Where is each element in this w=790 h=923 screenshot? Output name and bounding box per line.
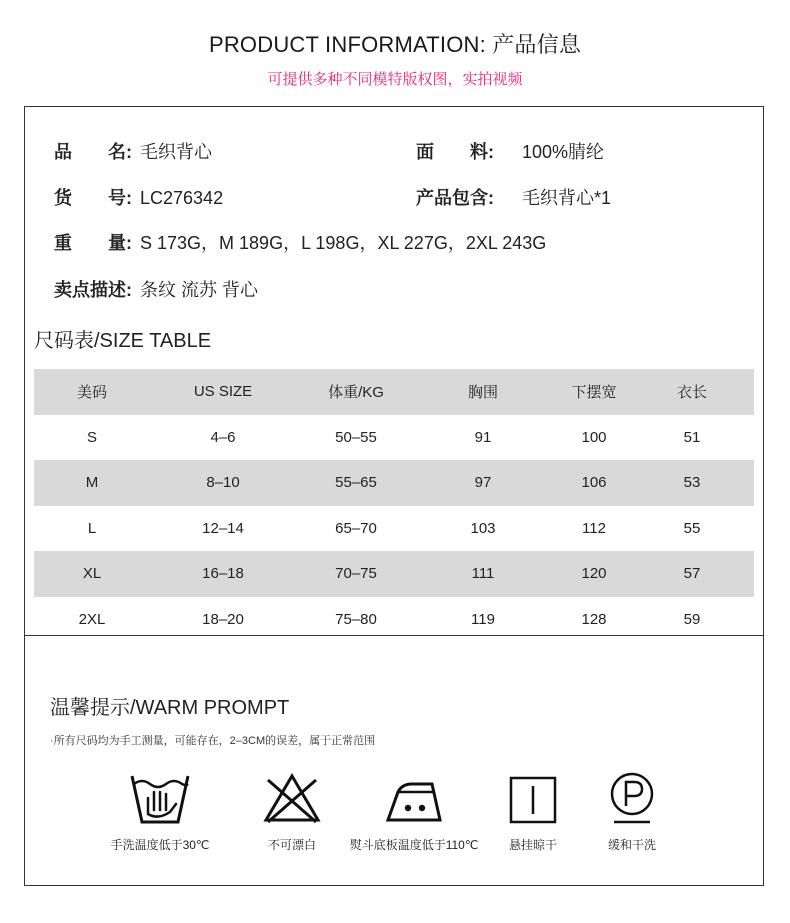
info-name-label: 品 名: (54, 142, 132, 162)
table-cell: 100 (581, 428, 607, 446)
page-subtitle: 可提供多种不同模特版权图，实拍视频 (267, 71, 523, 88)
info-sku-row (54, 184, 223, 210)
table-cell: 57 (683, 565, 701, 583)
table-cell: 51 (683, 428, 701, 446)
table-cell: 59 (683, 610, 701, 628)
table-cell: 4–6 (210, 428, 236, 446)
table-row (34, 597, 754, 643)
info-name-value: 毛织背心 (140, 142, 212, 162)
page-title: PRODUCT INFORMATION: 产品信息 (208, 32, 582, 57)
table-cell: 55 (683, 519, 701, 537)
table-row (34, 506, 754, 552)
table-cell: 119 (471, 610, 495, 628)
table-cell: 50–55 (335, 428, 377, 446)
care-item-hand-wash (90, 770, 230, 853)
table-cell: 55–65 (335, 474, 377, 492)
info-contents-row (416, 184, 611, 210)
table-row (34, 415, 754, 461)
table-cell: 70–75 (335, 565, 377, 583)
table-cell: 103 (470, 519, 496, 537)
info-sku-label: 货 号: (54, 188, 132, 208)
table-cell: 75–80 (335, 610, 377, 628)
table-cell: 12–14 (202, 519, 244, 537)
table-cell: M (85, 474, 99, 492)
table-header-cell: 衣长 (676, 384, 708, 402)
care-label: 手洗温度低于30℃ (110, 838, 210, 852)
warm-prompt-title: 温馨提示/WARM PROMPT (50, 697, 290, 719)
table-cell: 65–70 (335, 519, 377, 537)
info-selling-value: 条纹 流苏 背心 (140, 280, 259, 300)
table-cell: 53 (683, 474, 701, 492)
table-row (34, 551, 754, 597)
info-contents-label: 产品包含: (416, 188, 494, 208)
table-row (34, 460, 754, 506)
warm-prompt-note: ·所有尺码均为手工测量，可能存在，2–3CM的误差，属于正常范围 (50, 735, 376, 747)
table-cell: 120 (581, 565, 607, 583)
info-selling-row (54, 276, 258, 302)
care-label: 缓和干洗 (607, 838, 656, 852)
table-cell: 18–20 (202, 610, 244, 628)
table-header-cell: 美码 (76, 384, 108, 402)
table-cell: 16–18 (202, 565, 244, 583)
table-cell: 97 (474, 474, 492, 492)
table-cell: 106 (581, 474, 607, 492)
table-cell: 111 (471, 565, 495, 583)
table-header-cell: 胸围 (467, 384, 499, 402)
info-contents-value: 毛织背心*1 (522, 188, 612, 208)
info-fabric-value: 100%腈纶 (522, 142, 605, 162)
info-weight-value: S 173G，M 189G，L 198G，XL 227G，2XL 243G (140, 233, 547, 253)
info-weight-label: 重 量: (54, 233, 132, 253)
dry-clean-p-icon (600, 770, 664, 828)
info-selling-label: 卖点描述: (54, 280, 132, 300)
hand-wash-icon (128, 770, 192, 828)
iron-medium-icon (382, 770, 446, 828)
table-cell: 91 (474, 428, 492, 446)
table-header-cell: US SIZE (193, 383, 253, 401)
care-item-dry-clean (562, 770, 702, 853)
care-label: 悬挂晾干 (508, 838, 557, 852)
table-cell: 2XL (78, 610, 106, 628)
info-name-row (54, 138, 212, 164)
care-label: 熨斗底板温度低于110℃ (349, 838, 479, 852)
table-header-row (34, 369, 754, 415)
table-cell: L (87, 519, 97, 537)
table-header-cell: 下摆宽 (571, 384, 617, 402)
table-cell: 112 (582, 519, 606, 537)
size-table-title: 尺码表/SIZE TABLE (34, 330, 212, 352)
care-item-no-bleach (222, 770, 362, 853)
table-cell: XL (82, 565, 102, 583)
table-header-cell: 体重/KG (328, 384, 384, 402)
info-sku-value: LC276342 (140, 188, 224, 208)
info-fabric-row (416, 138, 604, 164)
table-cell: S (86, 428, 98, 446)
info-fabric-label: 面 料: (416, 142, 494, 162)
table-cell: 8–10 (206, 474, 240, 492)
size-table (34, 369, 754, 642)
do-not-bleach-icon (260, 770, 324, 828)
info-weight-row (54, 229, 546, 255)
care-label: 不可漂白 (267, 838, 316, 852)
hang-dry-icon (501, 770, 565, 828)
table-cell: 128 (581, 610, 607, 628)
